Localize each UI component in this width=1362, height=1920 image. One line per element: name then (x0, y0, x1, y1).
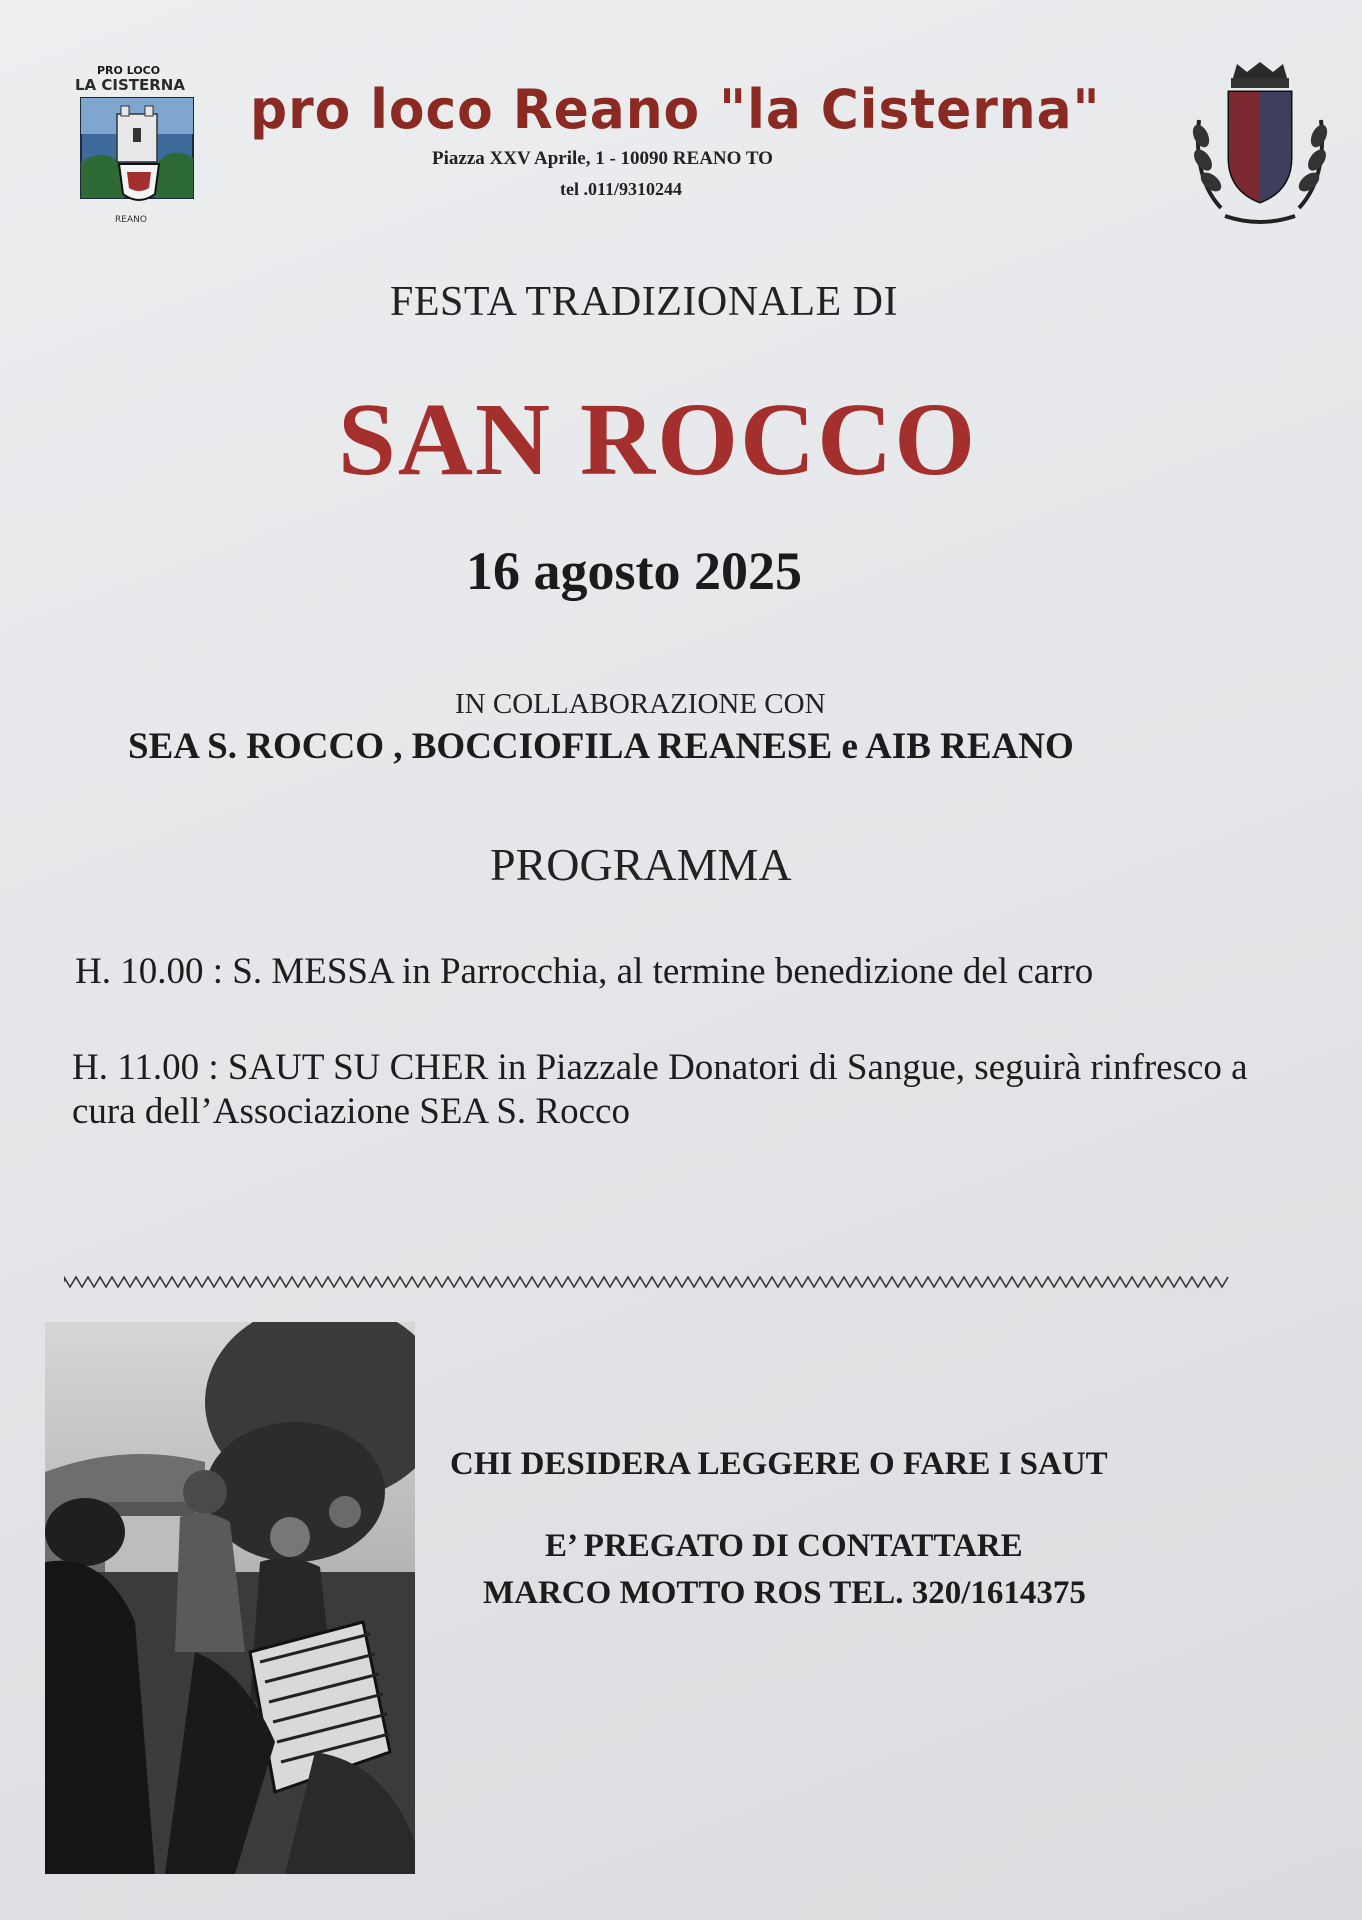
accordion-player-photo (45, 1322, 415, 1874)
municipal-coat-of-arms-icon (1185, 58, 1335, 233)
event-date: 16 agosto 2025 (466, 541, 802, 601)
program-item: H. 10.00 : S. MESSA in Parrocchia, al termine benedizione del carro (75, 951, 1094, 992)
event-intro: FESTA TRADIZIONALE DI (390, 279, 898, 325)
pro-loco-logo-icon (75, 62, 203, 234)
contact-line: CHI DESIDERA LEGGERE O FARE I SAUT (450, 1446, 1108, 1482)
address-line: Piazza XXV Aprile, 1 - 10090 REANO TO (432, 148, 773, 169)
program-heading: PROGRAMMA (490, 839, 792, 890)
program-item: H. 11.00 : SAUT SU CHER in Piazzale Donatori di Sangue, seguirà rinfresco a cura dell’Associazione SEA S. Rocco (72, 1047, 1248, 1132)
event-title: SAN ROCCO (338, 382, 978, 497)
collaboration-intro: IN COLLABORAZIONE CON (455, 688, 826, 720)
logo-caption-bottom: REANO (115, 215, 147, 225)
contact-phone-line: MARCO MOTTO ROS TEL. 320/1614375 (483, 1575, 1086, 1611)
partners-line: SEA S. ROCCO , BOCCIOFILA REANESE e AIB REANO (128, 726, 1074, 767)
phone-line: tel .011/9310244 (560, 179, 682, 199)
logo-caption-title: LA CISTERNA (75, 76, 185, 94)
contact-line: E’ PREGATO DI CONTATTARE (545, 1528, 1023, 1564)
zigzag-divider (64, 1272, 1229, 1292)
logo-caption-top: PRO LOCO (97, 64, 161, 77)
org-name: pro loco Reano "la Cisterna" (250, 78, 1101, 141)
